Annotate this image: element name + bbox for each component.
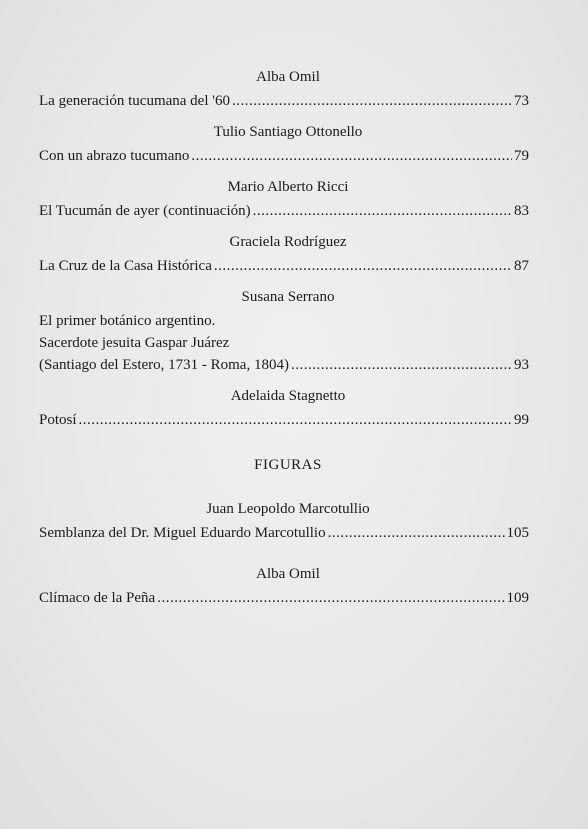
toc-entry <box>39 411 529 430</box>
toc-entry-title: Semblanza del Dr. Miguel Eduardo Marcotullio <box>39 525 326 541</box>
toc-author: Juan Leopoldo Marcotullio <box>206 501 370 517</box>
toc-author: Mario Alberto Ricci <box>227 179 349 195</box>
toc-entry-title: Potosí <box>39 412 77 428</box>
toc-entry <box>39 589 529 608</box>
section-heading: FIGURAS <box>254 457 322 473</box>
toc-entry-title: La Cruz de la Casa Histórica <box>39 258 212 274</box>
toc-entry-title: El Tucumán de ayer (continuación) <box>39 203 251 219</box>
toc-author: Susana Serrano <box>241 289 335 305</box>
toc-author: Adelaida Stagnetto <box>230 388 346 404</box>
toc-page-number: 99 <box>514 412 529 428</box>
toc-entry-title: Con un abrazo tucumano <box>39 148 190 164</box>
toc-author: Alba Omil <box>256 566 320 582</box>
table-of-contents <box>39 58 529 608</box>
toc-page-number: 79 <box>514 148 529 164</box>
toc-entry <box>39 257 529 276</box>
toc-entry-line: El primer botánico argentino. <box>39 313 216 329</box>
dot-leader <box>232 92 512 111</box>
dot-leader <box>214 257 512 276</box>
toc-page-number: 105 <box>506 525 529 541</box>
toc-page-number: 93 <box>514 357 529 373</box>
toc-author: Alba Omil <box>256 69 320 85</box>
dot-leader <box>328 524 505 543</box>
toc-entry <box>39 202 529 221</box>
toc-entry-title: (Santiago del Estero, 1731 - Roma, 1804) <box>39 357 289 373</box>
toc-entry-title: Clímaco de la Peña <box>39 590 156 606</box>
dot-leader <box>291 356 512 375</box>
dot-leader <box>253 202 512 221</box>
dot-leader <box>191 147 512 166</box>
toc-entry-title: La generación tucumana del '60 <box>39 93 230 109</box>
toc-entry <box>39 524 529 543</box>
toc-page-number: 83 <box>514 203 529 219</box>
toc-entry <box>39 147 529 166</box>
toc-author: Graciela Rodríguez <box>229 234 347 250</box>
toc-entry-line: Sacerdote jesuita Gaspar Juárez <box>39 335 230 351</box>
dot-leader <box>157 589 504 608</box>
toc-entry <box>39 356 529 375</box>
toc-author: Tulio Santiago Ottonello <box>213 124 363 140</box>
dot-leader <box>79 411 512 430</box>
toc-page-number: 109 <box>506 590 529 606</box>
toc-page-number: 73 <box>514 93 529 109</box>
toc-entry <box>39 92 529 111</box>
toc-page-number: 87 <box>514 258 529 274</box>
